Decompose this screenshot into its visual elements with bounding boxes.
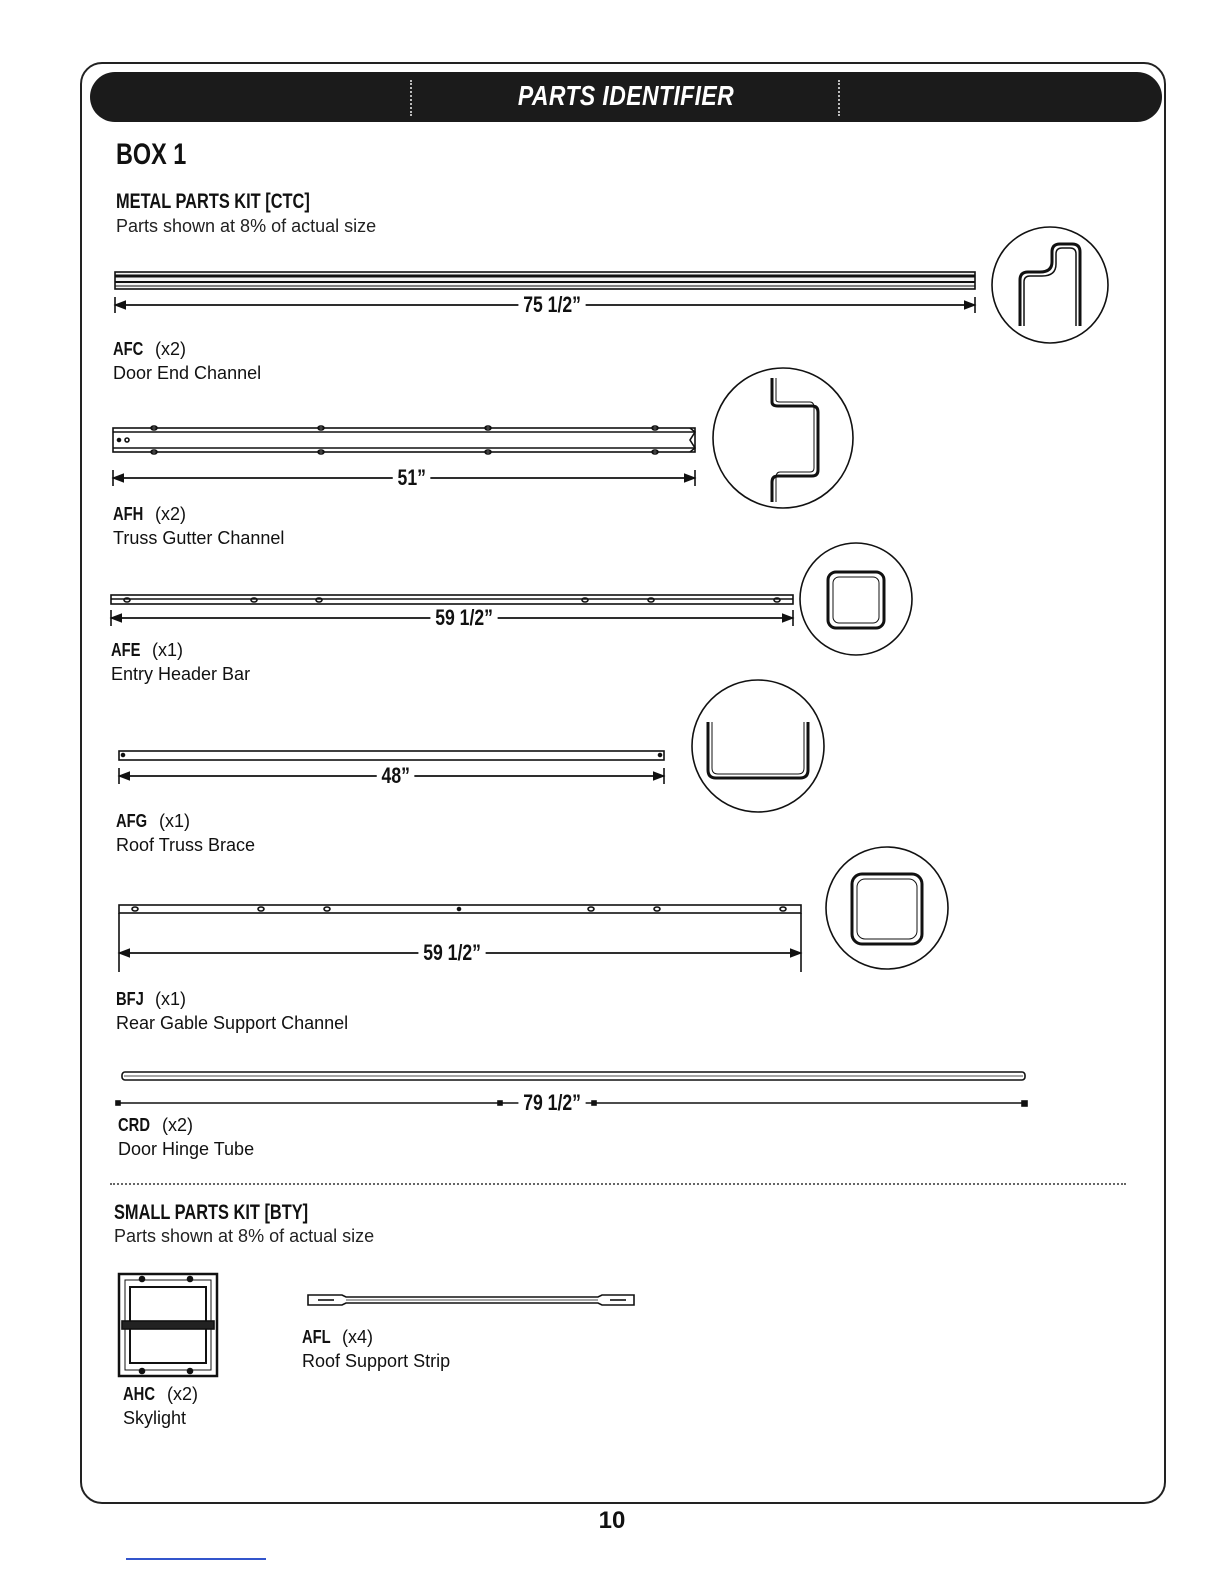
afe-length: 59 1/2” [430,605,497,631]
afe-label [111,638,250,686]
afl-name: Roof Support Strip [302,1351,451,1371]
afe-name: Entry Header Bar [111,664,251,684]
ahc-qty: (x2) [167,1384,199,1404]
ahc-label [123,1382,198,1430]
afh-label [113,502,284,550]
afc-name: Door End Channel [113,363,262,383]
afh-name: Truss Gutter Channel [113,528,285,548]
bfj-label [116,987,348,1035]
afh-profile-circle [713,368,853,508]
afc-bar-drawing [115,272,975,289]
bfj-name: Rear Gable Support Channel [116,1013,349,1033]
crd-code: CRD [118,1115,150,1135]
afc-length: 75 1/2” [518,292,585,318]
header-title: PARTS IDENTIFIER [517,80,735,111]
afg-name: Roof Truss Brace [116,835,256,855]
afg-length: 48” [377,763,415,789]
afg-bar-drawing [119,751,664,760]
page-number: 10 [598,1507,626,1534]
afl-qty: (x4) [342,1327,374,1347]
afl-strip-drawing [308,1295,634,1305]
metal-kit-title: METAL PARTS KIT [CTC] [116,190,310,213]
crd-name: Door Hinge Tube [118,1139,255,1159]
small-kit-title: SMALL PARTS KIT [BTY] [114,1201,309,1224]
afc-profile-circle [992,227,1108,343]
afg-qty: (x1) [159,811,191,831]
bfj-profile-circle [826,847,948,969]
bfj-code: BFJ [116,989,144,1009]
crd-label [118,1113,254,1161]
afl-label [302,1325,450,1373]
afg-code: AFG [116,811,148,831]
afh-length: 51” [393,465,431,491]
afh-bar-drawing [113,426,695,454]
small-kit-subtitle: Parts shown at 8% of actual size [114,1226,375,1246]
afe-profile-circle [800,543,912,655]
ahc-skylight-drawing [119,1274,217,1376]
ahc-name: Skylight [123,1408,187,1428]
bfj-length: 59 1/2” [418,940,485,966]
ahc-code: AHC [123,1384,155,1404]
afl-code: AFL [302,1327,331,1347]
bfj-qty: (x1) [155,989,187,1009]
afh-code: AFH [113,504,144,524]
crd-qty: (x2) [162,1115,194,1135]
afc-qty: (x2) [155,339,187,359]
afg-label [116,809,255,857]
afe-code: AFE [111,640,141,660]
afc-code: AFC [113,339,144,359]
box-title: BOX 1 [116,138,187,171]
crd-length: 79 1/2” [518,1090,585,1116]
afe-bar-drawing [111,595,793,604]
afh-qty: (x2) [155,504,187,524]
afc-label [113,337,261,385]
afg-profile-circle [692,680,824,812]
afe-qty: (x1) [152,640,184,660]
crd-tube-drawing [122,1072,1025,1080]
metal-kit-subtitle: Parts shown at 8% of actual size [116,216,377,236]
footer-link-underline [126,1558,266,1560]
section-divider [110,1183,1126,1185]
